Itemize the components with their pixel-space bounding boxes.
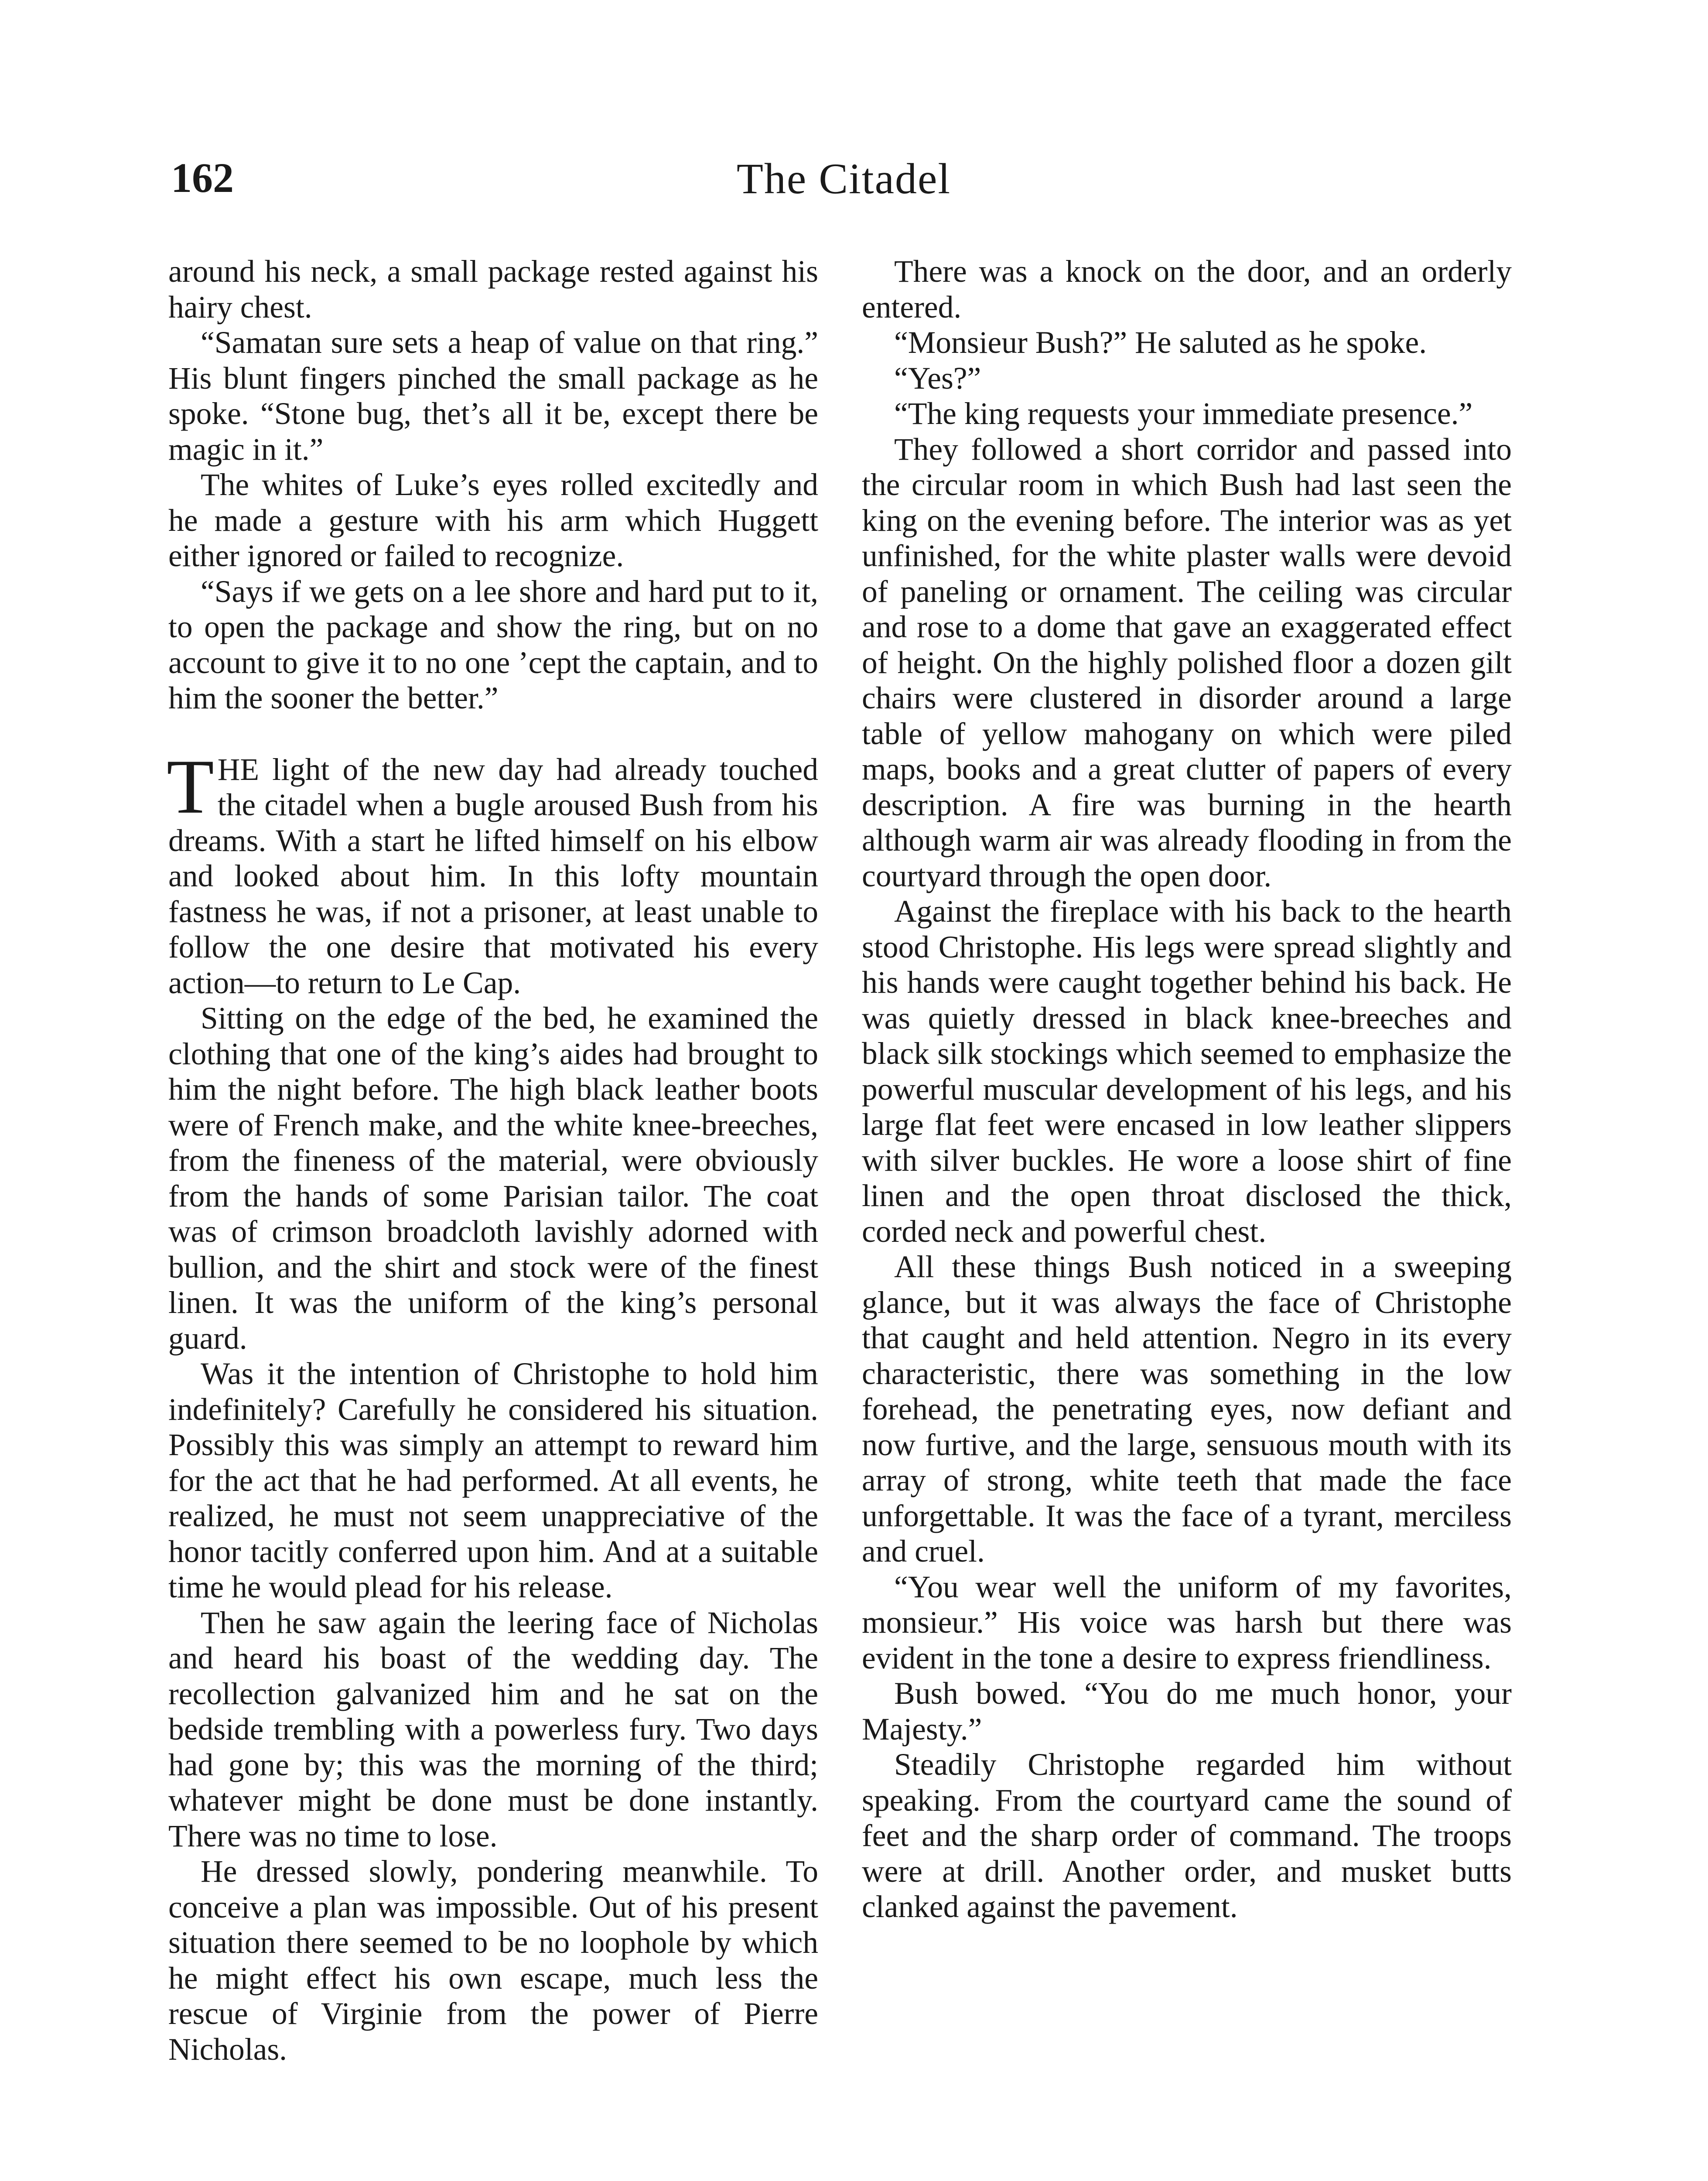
paragraph: Was it the intention of Christophe to hold him indefinitely? Carefully he considered his situation. Possibly this was simply an attempt to reward him for the act that he had performed. At all events, he realized, he must not seem unappreciative of the honor tacitly conferred upon him. And at a suitable time he would plead for his release. <box>168 1357 818 1604</box>
paragraph: He dressed slowly, pondering meanwhile. To conceive a plan was impossible. Out of his present situation there seemed to be no loophole by which he might effect his own escape, much less the rescue of Virginie from the power of Pierre Nicholas. <box>168 1854 818 2067</box>
paragraph: Against the fireplace with his back to the hearth stood Christophe. His legs were spread slightly and his hands were caught together behind his back. He was quietly dressed in black knee-breeches and black silk stockings which seemed to emphasize the powerful muscular development of his legs, and his large flat feet were encased in low leather slippers with silver buckles. He wore a loose shirt of fine linen and the open throat disclosed the thick, corded neck and powerful chest. <box>862 894 1512 1249</box>
paragraph: Steadily Christophe regarded him without speaking. From the courtyard came the sound of feet and the sharp order of command. The troops were at drill. Another order, and musket butts clanked against the pavement. <box>862 1747 1512 1924</box>
paragraph: The whites of Luke’s eyes rolled excitedly and he made a gesture with his arm which Huggett either ignored or failed to recognize. <box>168 468 818 573</box>
left-column <box>168 254 818 2067</box>
paragraph: Then he saw again the leering face of Nicholas and heard his boast of the wedding day. The recollection galvanized him and he sat on the bedside trembling with a powerless fury. Two days had gone by; this was the morning of the third; whatever might be done must be done instantly. There was no time to lose. <box>168 1605 818 1853</box>
paragraph: Bush bowed. “You do me much honor, your Majesty.” <box>862 1676 1512 1747</box>
paragraph: “Yes?” <box>894 361 981 396</box>
paragraph: “Samatan sure sets a heap of value on that ring.” His blunt fingers pinched the small package as he spoke. “Stone bug, thet’s all it be, except there be magic in it.” <box>168 325 818 467</box>
paragraph: “You wear well the uniform of my favorites, monsieur.” His voice was harsh but there was evident in the tone a desire to express friendliness. <box>862 1569 1512 1675</box>
drop-cap: T <box>167 743 212 830</box>
paragraph: All these things Bush noticed in a sweeping glance, but it was always the face of Christophe that caught and held attention. Negro in its every characteristic, there was something in the low forehead, the penetrating eyes, now defiant and now furtive, and the large, sensuous mouth with its array of strong, white teeth that made the face unforgettable. It was the face of a tyrant, merciless and cruel. <box>862 1250 1512 1569</box>
paragraph: There was a knock on the door, and an orderly entered. <box>862 254 1512 325</box>
paragraph: They followed a short corridor and passed into the circular room in which Bush had last seen the king on the evening before. The interior was as yet unfinished, for the white plaster walls were devoid of paneling or ornament. The ceiling was circular and rose to a dome that gave an exaggerated effect of height. On the highly polished floor a dozen gilt chairs were clustered in disorder around a large table of yellow mahogany on which were piled maps, books and a great clutter of papers of every description. A fire was burning in the hearth although warm air was already flooding in from the courtyard through the open door. <box>862 432 1512 893</box>
running-title: The Citadel <box>736 154 951 203</box>
paragraph: around his neck, a small package rested against his hairy chest. <box>168 254 818 325</box>
paragraph-text: light of the new day had already touched the citadel when a bugle aroused Bush from his dreams. With a start he lifted himself on his elbow and looked about him. In this lofty mountain fastness he was, if not a prisoner, at least unable to follow the one desire that motivated his every action—to return to Le Cap. <box>168 752 818 1000</box>
page-number: 162 <box>171 154 234 201</box>
right-column <box>862 254 1512 1925</box>
small-caps-lead: HE <box>217 752 260 787</box>
paragraph: “The king requests your immediate presence.” <box>894 397 1473 431</box>
paragraph: Sitting on the edge of the bed, he examined the clothing that one of the king’s aides had brought to him the night before. The high black leather boots were of French make, and the white knee-breeches, from the fineness of the material, were obviously from the hands of some Parisian tailor. The coat was of crimson broadcloth lavishly adorned with bullion, and the shirt and stock were of the finest linen. It was the uniform of the king’s personal guard. <box>168 1001 818 1356</box>
paragraph: “Says if we gets on a lee shore and hard put to it, to open the package and show the ring, but on no account to give it to no one ’cept the captain, and to him the sooner the better.” <box>168 574 818 715</box>
page-header <box>171 154 1517 227</box>
section-opening-paragraph <box>167 743 818 1001</box>
paragraph: “Monsieur Bush?” He saluted as he spoke. <box>894 325 1427 360</box>
